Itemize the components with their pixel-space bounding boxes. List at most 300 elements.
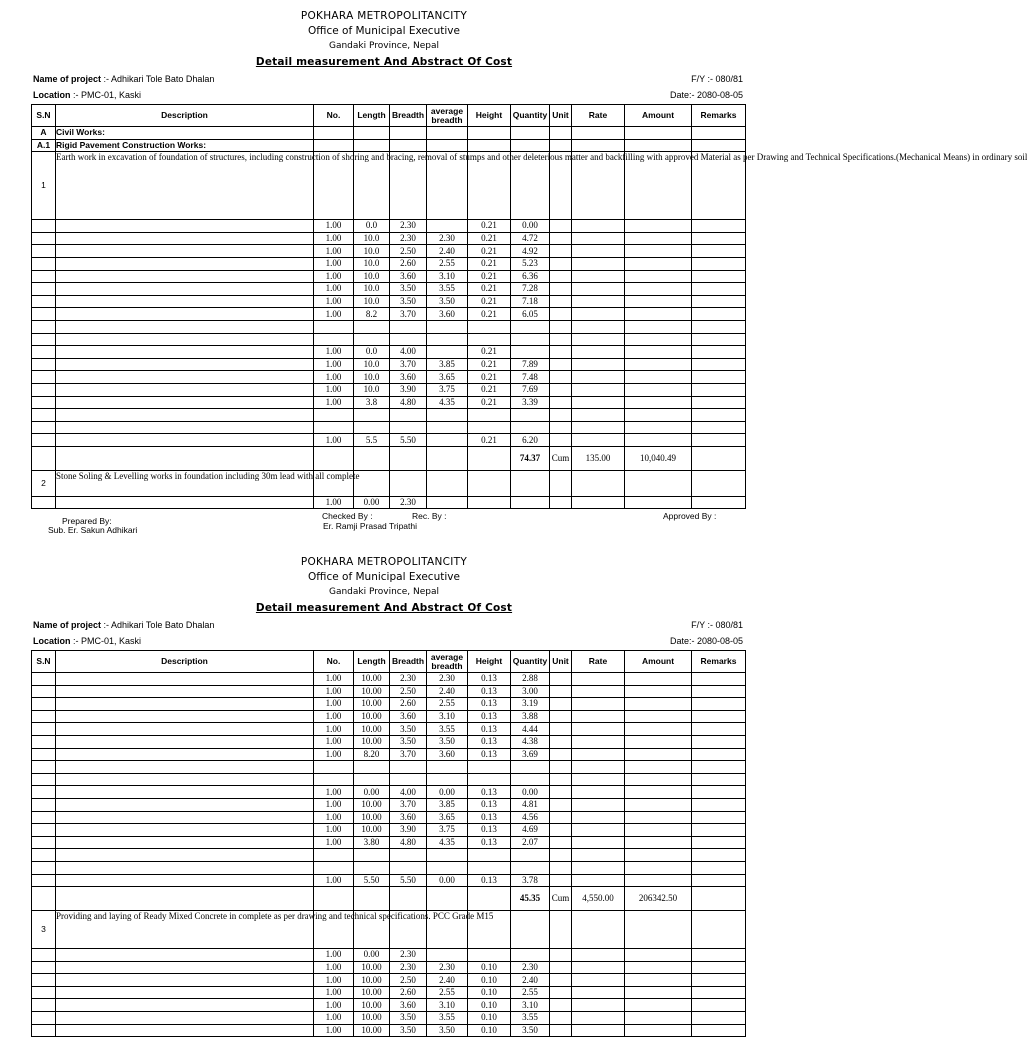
table-cell <box>32 232 56 245</box>
table-cell <box>625 874 692 887</box>
table-cell <box>550 358 572 371</box>
quantity-cell: 3.69 <box>511 748 550 761</box>
table-cell <box>692 861 746 874</box>
table-row <box>32 710 746 723</box>
table-cell <box>550 698 572 711</box>
length-cell <box>354 320 390 333</box>
table-cell <box>692 723 746 736</box>
length-cell: 10.00 <box>354 735 390 748</box>
table-cell <box>625 761 692 774</box>
no-cell <box>314 409 354 422</box>
avg-breadth-cell: 3.55 <box>427 283 468 296</box>
quantity-cell: 4.81 <box>511 798 550 811</box>
table-cell <box>625 974 692 987</box>
height-cell: 0.13 <box>468 673 511 686</box>
table-cell <box>625 911 692 949</box>
table-cell <box>56 723 314 736</box>
avg-breadth-cell: 3.60 <box>427 748 468 761</box>
table-cell <box>56 986 314 999</box>
table-cell <box>625 986 692 999</box>
table-cell <box>32 986 56 999</box>
table-cell <box>32 333 56 346</box>
table-cell <box>692 434 746 447</box>
table-cell <box>56 421 314 434</box>
breadth-cell: 3.60 <box>390 371 427 384</box>
no-cell <box>314 849 354 862</box>
no-cell: 1.00 <box>314 383 354 396</box>
table-cell <box>692 333 746 346</box>
project-label: Name of project <box>33 620 102 630</box>
table-cell <box>32 1012 56 1025</box>
breadth-cell: 2.30 <box>390 961 427 974</box>
no-cell: 1.00 <box>314 748 354 761</box>
table-cell <box>692 999 746 1012</box>
table-cell <box>572 396 625 409</box>
length-cell: 10.0 <box>354 232 390 245</box>
table-cell <box>390 127 427 140</box>
height-cell: 0.10 <box>468 974 511 987</box>
breadth-cell: 2.60 <box>390 698 427 711</box>
table-cell <box>692 470 746 496</box>
quantity-cell <box>511 333 550 346</box>
table-cell <box>32 245 56 258</box>
no-cell: 1.00 <box>314 949 354 962</box>
table-cell <box>550 999 572 1012</box>
table-cell <box>572 949 625 962</box>
table-cell <box>692 961 746 974</box>
table-cell <box>550 396 572 409</box>
table-cell <box>56 974 314 987</box>
no-cell: 1.00 <box>314 371 354 384</box>
breadth-cell: 3.70 <box>390 358 427 371</box>
table-cell <box>692 421 746 434</box>
quantity-cell: 2.88 <box>511 673 550 686</box>
table-cell <box>56 333 314 346</box>
breadth-cell: 3.60 <box>390 710 427 723</box>
table-cell <box>32 358 56 371</box>
table-cell <box>550 320 572 333</box>
table-cell <box>572 710 625 723</box>
table-cell <box>468 446 511 470</box>
table-cell <box>550 371 572 384</box>
table-row <box>32 673 746 686</box>
table-row <box>32 798 746 811</box>
no-cell: 1.00 <box>314 295 354 308</box>
table-cell <box>427 127 468 140</box>
table-row <box>32 836 746 849</box>
height-cell <box>468 773 511 786</box>
table-cell <box>56 761 314 774</box>
table-cell <box>32 887 56 911</box>
length-cell: 10.00 <box>354 811 390 824</box>
table-cell <box>692 698 746 711</box>
length-cell <box>354 773 390 786</box>
table-row <box>32 685 746 698</box>
table-cell <box>32 798 56 811</box>
table-cell <box>56 673 314 686</box>
total-row <box>32 887 746 911</box>
avg-breadth-cell <box>427 773 468 786</box>
avg-breadth-cell: 3.50 <box>427 1024 468 1037</box>
item-sn: 3 <box>32 911 56 949</box>
no-cell: 1.00 <box>314 232 354 245</box>
table-cell <box>56 320 314 333</box>
table-cell <box>32 496 56 509</box>
table-cell <box>550 723 572 736</box>
length-cell: 3.8 <box>354 396 390 409</box>
table-row <box>32 358 746 371</box>
length-cell: 10.0 <box>354 371 390 384</box>
table-cell <box>32 434 56 447</box>
no-cell: 1.00 <box>314 496 354 509</box>
no-cell: 1.00 <box>314 811 354 824</box>
table-cell <box>572 761 625 774</box>
length-cell: 10.00 <box>354 685 390 698</box>
table-cell <box>550 685 572 698</box>
table-cell <box>32 761 56 774</box>
section-row <box>32 127 746 140</box>
quantity-cell: 7.18 <box>511 295 550 308</box>
item-description-row <box>32 152 746 220</box>
column-header: Rate <box>572 105 625 127</box>
document-date: Date:- 2080-08-05 <box>669 636 743 646</box>
table-cell <box>625 723 692 736</box>
table-cell <box>572 139 625 152</box>
avg-breadth-cell: 3.10 <box>427 710 468 723</box>
total-unit: Cum <box>550 887 572 911</box>
table-cell <box>692 270 746 283</box>
table-cell <box>56 308 314 321</box>
no-cell <box>314 761 354 774</box>
no-cell: 1.00 <box>314 270 354 283</box>
table-cell <box>625 358 692 371</box>
item-description: Earth work in excavation of foundation of structures, including construction of shoring and bracing, removal of stumps and other deleterious matter and backfilling with approved Material as per Drawing and Technical Specifications.(Mechanical Means) in ordinary soil <box>56 152 314 220</box>
column-header: Description <box>56 105 314 127</box>
table-header-row <box>32 651 746 673</box>
table-cell <box>550 434 572 447</box>
table-cell <box>692 232 746 245</box>
height-cell <box>468 496 511 509</box>
table-cell <box>692 824 746 837</box>
table-cell <box>692 1012 746 1025</box>
table-cell <box>692 949 746 962</box>
total-rate: 4,550.00 <box>572 887 625 911</box>
table-cell <box>625 371 692 384</box>
table-cell <box>550 421 572 434</box>
length-cell: 5.50 <box>354 874 390 887</box>
table-cell <box>32 786 56 799</box>
avg-breadth-cell: 3.50 <box>427 735 468 748</box>
table-cell <box>692 836 746 849</box>
table-cell <box>572 673 625 686</box>
table-cell <box>511 911 550 949</box>
table-cell <box>550 798 572 811</box>
quantity-cell: 3.39 <box>511 396 550 409</box>
avg-breadth-cell: 0.00 <box>427 786 468 799</box>
table-cell <box>550 811 572 824</box>
breadth-cell: 2.30 <box>390 496 427 509</box>
table-cell <box>550 283 572 296</box>
height-cell: 0.13 <box>468 811 511 824</box>
table-cell <box>692 245 746 258</box>
table-cell <box>468 127 511 140</box>
table-cell <box>692 811 746 824</box>
height-cell: 0.13 <box>468 710 511 723</box>
table-cell <box>572 434 625 447</box>
project-value: :- Adhikari Tole Bato Dhalan <box>103 74 215 84</box>
project-value: :- Adhikari Tole Bato Dhalan <box>103 620 215 630</box>
height-cell <box>468 333 511 346</box>
table-row <box>32 333 746 346</box>
avg-breadth-cell <box>427 496 468 509</box>
total-quantity: 45.35 <box>511 887 550 911</box>
table-cell <box>550 333 572 346</box>
avg-breadth-cell <box>427 761 468 774</box>
table-cell <box>625 308 692 321</box>
quantity-cell: 2.55 <box>511 986 550 999</box>
no-cell: 1.00 <box>314 999 354 1012</box>
table-cell <box>32 748 56 761</box>
height-cell: 0.13 <box>468 798 511 811</box>
breadth-cell: 4.80 <box>390 836 427 849</box>
table-cell <box>32 396 56 409</box>
quantity-cell: 6.20 <box>511 434 550 447</box>
breadth-cell: 2.60 <box>390 257 427 270</box>
length-cell: 10.0 <box>354 358 390 371</box>
length-cell: 0.0 <box>354 220 390 233</box>
quantity-cell: 3.88 <box>511 710 550 723</box>
item-description-row <box>32 911 746 949</box>
table-cell <box>550 346 572 359</box>
avg-breadth-cell: 2.40 <box>427 974 468 987</box>
avg-breadth-cell: 3.50 <box>427 295 468 308</box>
quantity-cell: 6.36 <box>511 270 550 283</box>
section-sn: A.1 <box>32 139 56 152</box>
prepared-by-name: Sub. Er. Sakun Adhikari <box>48 525 138 535</box>
length-cell: 10.0 <box>354 257 390 270</box>
table-cell <box>572 986 625 999</box>
no-cell: 1.00 <box>314 723 354 736</box>
total-row <box>32 446 746 470</box>
table-cell <box>572 748 625 761</box>
height-cell: 0.21 <box>468 396 511 409</box>
breadth-cell <box>390 409 427 422</box>
quantity-cell <box>511 409 550 422</box>
avg-breadth-cell: 2.40 <box>427 685 468 698</box>
table-row <box>32 270 746 283</box>
table-cell <box>511 139 550 152</box>
table-cell <box>692 673 746 686</box>
height-cell: 0.10 <box>468 1024 511 1037</box>
breadth-cell: 3.70 <box>390 308 427 321</box>
table-cell <box>56 358 314 371</box>
breadth-cell: 2.50 <box>390 685 427 698</box>
table-cell <box>625 673 692 686</box>
org-name: POKHARA METROPOLITANCITY <box>300 10 468 22</box>
table-cell <box>32 383 56 396</box>
table-cell <box>572 127 625 140</box>
height-cell: 0.13 <box>468 748 511 761</box>
column-header: No. <box>314 651 354 673</box>
quantity-cell <box>511 320 550 333</box>
table-cell <box>692 409 746 422</box>
table-cell <box>625 409 692 422</box>
table-cell <box>550 270 572 283</box>
breadth-cell <box>390 333 427 346</box>
table-cell <box>572 409 625 422</box>
table-cell <box>56 836 314 849</box>
table-row <box>32 986 746 999</box>
height-cell: 0.13 <box>468 735 511 748</box>
table-cell <box>32 308 56 321</box>
breadth-cell: 3.60 <box>390 270 427 283</box>
table-cell <box>468 470 511 496</box>
table-cell <box>625 849 692 862</box>
table-cell <box>32 446 56 470</box>
avg-breadth-cell: 3.85 <box>427 798 468 811</box>
table-row <box>32 371 746 384</box>
table-cell <box>354 139 390 152</box>
table-cell <box>625 220 692 233</box>
table-cell <box>572 999 625 1012</box>
breadth-cell: 3.70 <box>390 748 427 761</box>
avg-breadth-cell <box>427 421 468 434</box>
table-cell <box>625 232 692 245</box>
avg-breadth-cell: 3.65 <box>427 371 468 384</box>
table-cell <box>56 434 314 447</box>
table-row <box>32 949 746 962</box>
table-row <box>32 974 746 987</box>
table-cell <box>32 220 56 233</box>
length-cell <box>354 333 390 346</box>
height-cell: 0.21 <box>468 346 511 359</box>
measurement-table-page-2 <box>31 650 746 1037</box>
table-cell <box>32 849 56 862</box>
height-cell <box>468 849 511 862</box>
avg-breadth-cell: 3.55 <box>427 723 468 736</box>
breadth-cell: 3.50 <box>390 283 427 296</box>
table-cell <box>550 673 572 686</box>
no-cell <box>314 320 354 333</box>
table-cell <box>468 887 511 911</box>
avg-breadth-cell <box>427 220 468 233</box>
breadth-cell: 5.50 <box>390 434 427 447</box>
table-cell <box>56 735 314 748</box>
table-cell <box>692 257 746 270</box>
column-header: Remarks <box>692 651 746 673</box>
height-cell: 0.21 <box>468 257 511 270</box>
no-cell: 1.00 <box>314 874 354 887</box>
table-cell <box>550 949 572 962</box>
quantity-cell <box>511 421 550 434</box>
breadth-cell: 2.30 <box>390 673 427 686</box>
project-line <box>33 620 214 630</box>
no-cell: 1.00 <box>314 710 354 723</box>
table-row <box>32 421 746 434</box>
table-cell <box>56 824 314 837</box>
table-header-row <box>32 105 746 127</box>
table-cell <box>32 949 56 962</box>
height-cell: 0.13 <box>468 874 511 887</box>
table-cell <box>32 371 56 384</box>
height-cell: 0.21 <box>468 220 511 233</box>
no-cell: 1.00 <box>314 220 354 233</box>
table-cell <box>572 496 625 509</box>
table-cell <box>625 811 692 824</box>
table-cell <box>56 949 314 962</box>
table-cell <box>572 961 625 974</box>
table-cell <box>314 887 354 911</box>
table-cell <box>625 698 692 711</box>
table-cell <box>625 383 692 396</box>
location-value: :- PMC-01, Kaski <box>73 90 142 100</box>
no-cell: 1.00 <box>314 283 354 296</box>
no-cell: 1.00 <box>314 308 354 321</box>
table-cell <box>550 761 572 774</box>
avg-breadth-cell: 2.30 <box>427 673 468 686</box>
avg-breadth-cell <box>427 949 468 962</box>
table-cell <box>550 1012 572 1025</box>
length-cell <box>354 409 390 422</box>
quantity-cell <box>511 773 550 786</box>
table-row <box>32 346 746 359</box>
table-cell <box>572 974 625 987</box>
table-row <box>32 961 746 974</box>
table-cell <box>692 974 746 987</box>
table-cell <box>32 295 56 308</box>
checked-by-name: Er. Ramji Prasad Tripathi <box>323 521 418 531</box>
breadth-cell: 2.50 <box>390 974 427 987</box>
height-cell: 0.21 <box>468 434 511 447</box>
length-cell: 10.00 <box>354 1012 390 1025</box>
length-cell: 10.00 <box>354 710 390 723</box>
length-cell: 10.00 <box>354 986 390 999</box>
table-cell <box>572 270 625 283</box>
column-header: Quantity <box>511 651 550 673</box>
table-cell <box>572 1024 625 1037</box>
table-cell <box>625 434 692 447</box>
document-title: Detail measurement And Abstract Of Cost <box>255 602 513 614</box>
table-cell <box>692 786 746 799</box>
quantity-cell <box>511 496 550 509</box>
table-cell <box>56 1012 314 1025</box>
org-name: POKHARA METROPOLITANCITY <box>300 556 468 568</box>
no-cell <box>314 861 354 874</box>
table-cell <box>572 811 625 824</box>
column-header: Height <box>468 105 511 127</box>
table-cell <box>625 949 692 962</box>
table-cell <box>692 911 746 949</box>
avg-breadth-cell: 3.85 <box>427 358 468 371</box>
table-cell <box>572 824 625 837</box>
table-cell <box>56 383 314 396</box>
table-cell <box>572 773 625 786</box>
measurement-table-page-1 <box>31 104 1027 509</box>
table-cell <box>56 295 314 308</box>
avg-breadth-cell <box>427 333 468 346</box>
breadth-cell <box>390 773 427 786</box>
table-cell <box>32 811 56 824</box>
table-cell <box>692 446 746 470</box>
table-cell <box>56 283 314 296</box>
table-cell <box>692 283 746 296</box>
table-cell <box>56 999 314 1012</box>
table-cell <box>625 421 692 434</box>
no-cell: 1.00 <box>314 735 354 748</box>
table-cell <box>550 257 572 270</box>
breadth-cell <box>390 320 427 333</box>
height-cell <box>468 861 511 874</box>
